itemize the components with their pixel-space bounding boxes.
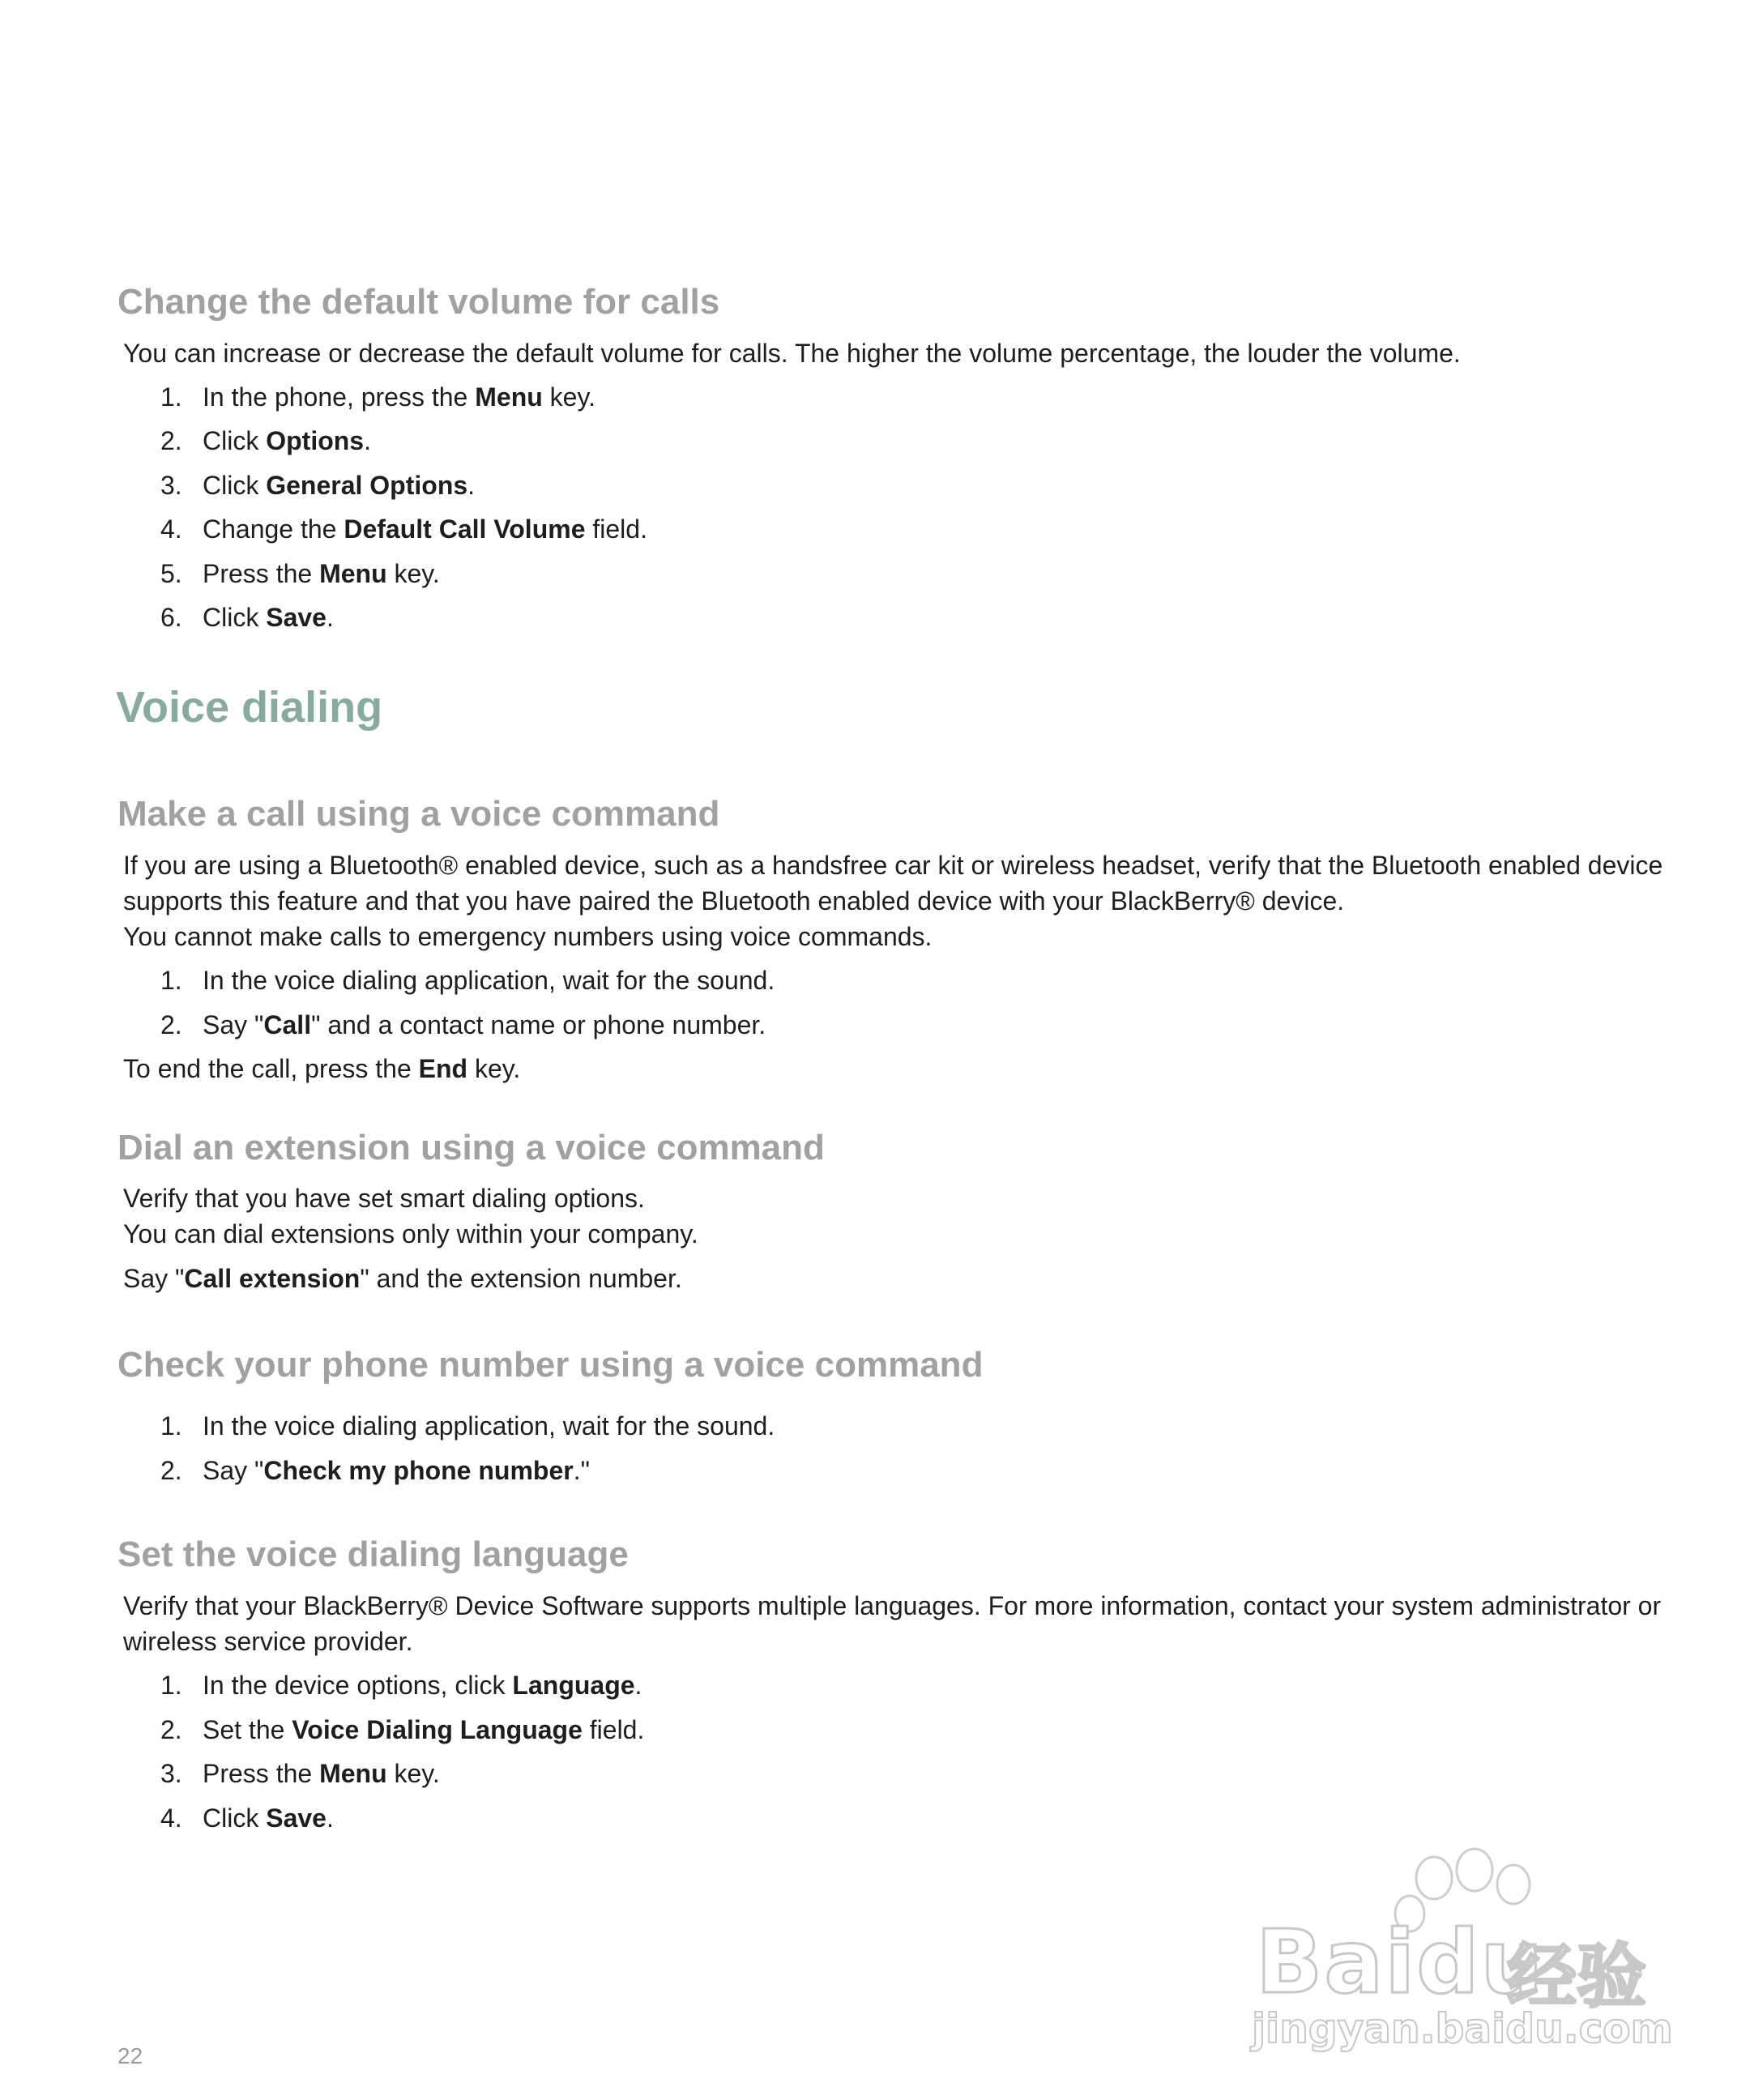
paragraph-line: wireless service provider. [123, 1627, 413, 1656]
step-item: 2. Say "Check my phone number." [160, 1456, 590, 1485]
step-item: 1. In the voice dialing application, wait for the sound. [160, 1411, 775, 1441]
section-title-dial-extension: Dial an extension using a voice command [117, 1128, 825, 1167]
paragraph-line: Verify that your BlackBerry® Device Software supports multiple languages. For more information, contact your system administrator or [123, 1591, 1662, 1620]
section-title-default-volume: Change the default volume for calls [117, 282, 720, 322]
say-call-extension: Say "Call extension" and the extension number. [123, 1264, 682, 1293]
intro-default-volume: You can increase or decrease the default volume for calls. The higher the volume percentage, the louder the volume. [123, 339, 1461, 368]
paragraph-line: You cannot make calls to emergency numbers using voice commands. [123, 922, 933, 951]
step-item: 4. Change the Default Call Volume field. [160, 514, 647, 544]
step-item: 3. Press the Menu key. [160, 1759, 440, 1788]
section-title-set-language: Set the voice dialing language [117, 1534, 629, 1574]
step-item: 2. Say "Call" and a contact name or phone number. [160, 1010, 766, 1039]
step-item: 1. In the phone, press the Menu key. [160, 382, 595, 412]
step-item: 2. Click Options. [160, 426, 371, 455]
step-item: 4. Click Save. [160, 1803, 334, 1833]
baidu-watermark [1240, 1839, 1673, 2052]
section-title-make-call: Make a call using a voice command [117, 794, 720, 834]
chapter-title-voice-dialing: Voice dialing [116, 683, 383, 732]
step-item: 3. Click General Options. [160, 471, 476, 500]
end-call-note: To end the call, press the End key. [123, 1054, 521, 1083]
watermark-url: jingyan.baidu.com [1252, 2005, 1673, 2052]
step-item: 2. Set the Voice Dialing Language field. [160, 1715, 645, 1744]
paragraph-line: supports this feature and that you have paired the Bluetooth enabled device with your BlackBerry® device. [123, 886, 1345, 916]
page-number: 22 [117, 2043, 143, 2068]
step-item: 6. Click Save. [160, 603, 334, 632]
watermark-brand: Baidu [1256, 1912, 1545, 2013]
step-item: 5. Press the Menu key. [160, 559, 440, 588]
paragraph-line: You can dial extensions only within your company. [123, 1219, 698, 1248]
paragraph-line: Verify that you have set smart dialing options. [123, 1184, 645, 1213]
section-title-check-number: Check your phone number using a voice command [117, 1345, 984, 1385]
step-item: 1. In the voice dialing application, wait for the sound. [160, 966, 775, 995]
step-item: 1. In the device options, click Language. [160, 1671, 642, 1700]
paragraph-line: If you are using a Bluetooth® enabled device, such as a handsfree car kit or wireless headset, verify that the Bluetooth enabled device [123, 851, 1663, 880]
watermark-cn: 经验 [1507, 1936, 1646, 2017]
